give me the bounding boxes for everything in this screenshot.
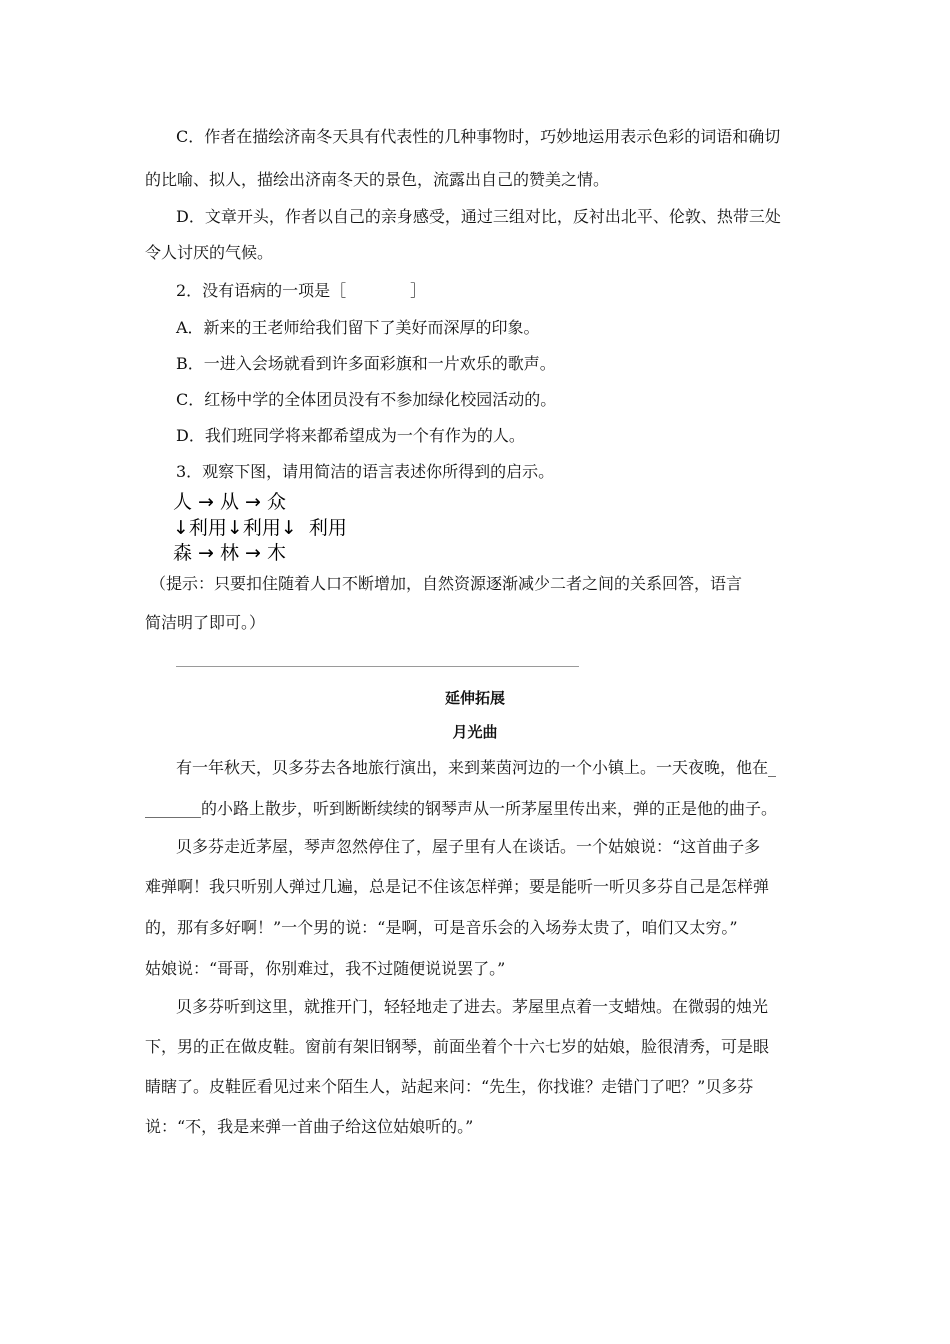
q2-option-d: D．我们班同学将来都希望成为一个有作为的人。 <box>176 426 525 445</box>
paragraph3-line1: 贝多芬听到这里，就推开门，轻轻地走了进去。茅屋里点着一支蜡烛。在微弱的烛光 <box>176 997 769 1016</box>
q1-option-c-line2: 的比喻、拟人，描绘出济南冬天的景色，流露出自己的赞美之情。 <box>145 170 610 189</box>
paragraph2-line3: 的，那有多好啊！”一个男的说：“是啊，可是音乐会的入场券太贵了，咱们又太穷。” <box>145 918 738 937</box>
paragraph1-line1: 有一年秋天，贝多芬去各地旅行演出，来到莱茵河边的一个小镇上。一天夜晚，他在_ <box>176 758 777 777</box>
paragraph2-line2: 难弹啊！我只听别人弹过几遍，总是记不住该怎样弹；要是能听一听贝多芬自己是怎样弹 <box>145 877 770 896</box>
paragraph3-line4: 说：“不，我是来弹一首曲子给这位姑娘听的。” <box>145 1117 474 1136</box>
character-diagram-row3: 森 → 林 → 木 <box>173 542 286 564</box>
q2-option-a: A．新来的王老师给我们留下了美好而深厚的印象。 <box>176 318 540 337</box>
section-title: 延伸拓展 <box>444 689 505 707</box>
q1-option-d-line1: D．文章开头，作者以自己的亲身感受，通过三组对比，反衬出北平、伦敦、热带三处 <box>176 207 781 226</box>
q2-option-c: C．红杨中学的全体团员没有不参加绿化校园活动的。 <box>176 390 557 409</box>
q2-stem: 2．没有语病的一项是［ ］ <box>176 281 427 300</box>
paragraph1-line2: _______的小路上散步，听到断断续续的钢琴声从一所茅屋里传出来，弹的正是他的曲子。 <box>145 799 778 818</box>
answer-line <box>176 666 579 667</box>
paragraph3-line2: 下，男的正在做皮鞋。窗前有架旧钢琴，前面坐着个十六七岁的姑娘，脸很清秀，可是眼 <box>145 1037 770 1056</box>
paragraph2-line4: 姑娘说：“哥哥，你别难过，我不过随便说说罢了。” <box>145 959 506 978</box>
character-diagram-row1: 人 → 从 → 众 <box>173 491 286 513</box>
q3-hint-line2: 简洁明了即可。） <box>145 613 266 632</box>
q3-stem: 3．观察下图，请用简洁的语言表述你所得到的启示。 <box>176 462 555 481</box>
paragraph3-line3: 睛瞎了。皮鞋匠看见过来个陌生人，站起来问：“先生，你找谁？走错门了吧？”贝多芬 <box>145 1077 754 1096</box>
character-diagram-row2: ↓利用↓利用↓ 利用 <box>173 517 347 539</box>
q1-option-c-line1: C．作者在描绘济南冬天具有代表性的几种事物时，巧妙地运用表示色彩的词语和确切 <box>176 127 781 146</box>
q2-option-b: B．一进入会场就看到许多面彩旗和一片欢乐的歌声。 <box>176 354 556 373</box>
article-title: 月光曲 <box>452 723 498 741</box>
q3-hint-line1: （提示：只要扣住随着人口不断增加，自然资源逐渐减少二者之间的关系回答，语言 <box>150 574 743 593</box>
q1-option-d-line2: 令人讨厌的气候。 <box>145 243 274 262</box>
paragraph2-line1: 贝多芬走近茅屋，琴声忽然停住了，屋子里有人在谈话。一个姑娘说：“这首曲子多 <box>176 837 761 856</box>
